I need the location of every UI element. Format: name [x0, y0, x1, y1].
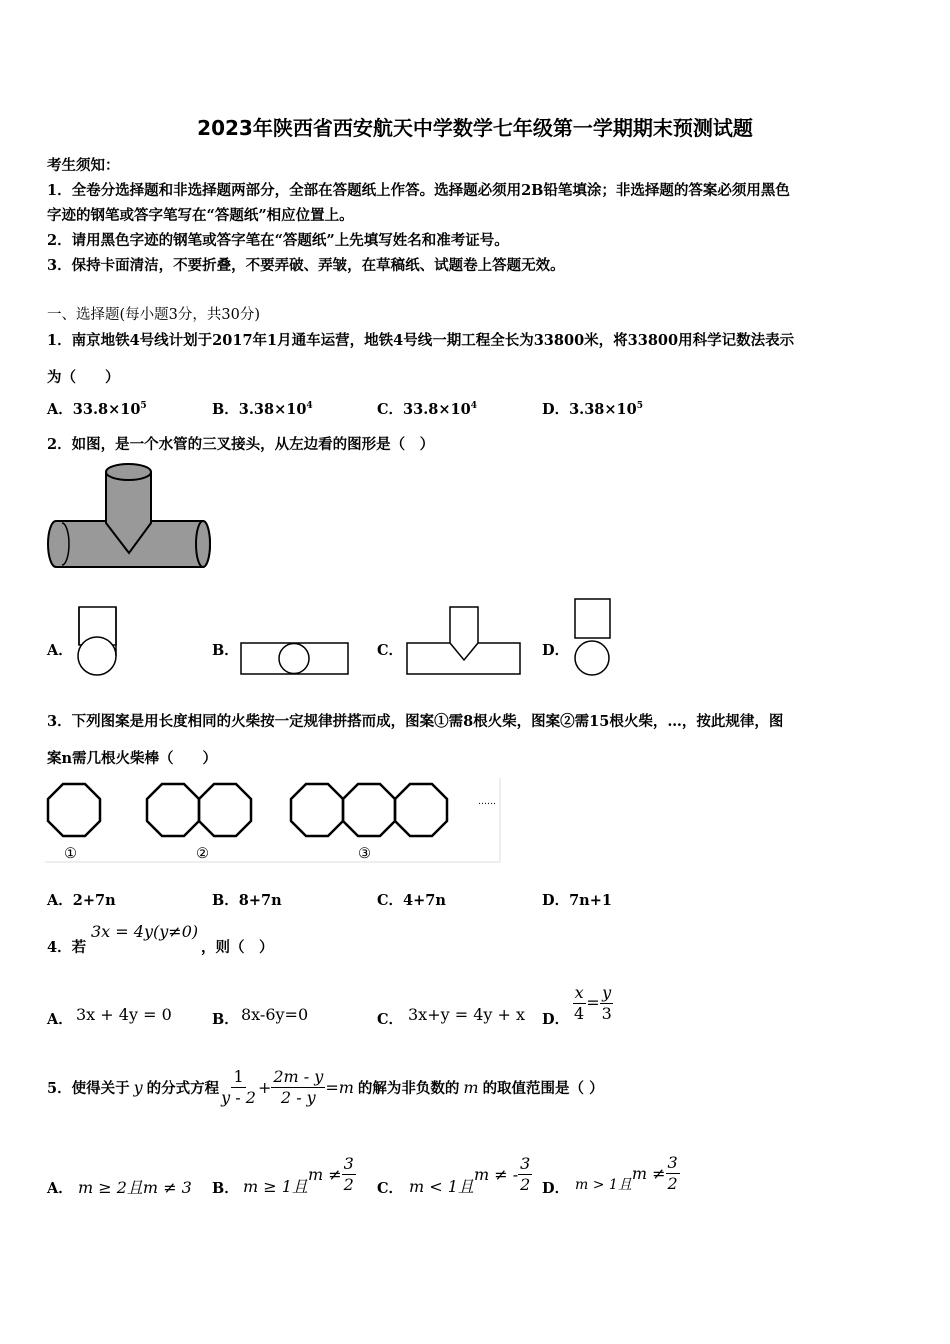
q5-option-c-label: C．: [377, 1180, 404, 1197]
q2-option-b-label: B．: [212, 642, 239, 659]
q4-option-a-expr: 3x + 4y = 0: [76, 1005, 172, 1024]
notice-heading: 考生须知：: [47, 157, 120, 174]
q2-option-d-label: D．: [542, 642, 570, 659]
q5-option-b-expr: m ≥ 1且 m ≠ $\frac{3}{2}$: [243, 1154, 354, 1196]
notice-line-1a: 1．全卷分选择题和非选择题两部分，全部在答题纸上作答。选择题必须用2B铅笔填涂；非选择题的答案必须用黑色: [47, 182, 790, 199]
q4-condition: 3x = 4y(y≠0): [91, 922, 199, 941]
q4-option-c-expr: 3x+y = 4y + x: [408, 1005, 526, 1024]
q5-option-b-label: B．: [212, 1180, 239, 1197]
q4-option-b-expr: 8x-6y=0: [241, 1005, 309, 1024]
q3-option-b: B．8+7n: [212, 892, 282, 909]
q2-text: 2．如图，是一个水管的三叉接头，从左边看的图形是（ ）: [47, 436, 435, 453]
fraction: $\frac{1}{y - 2}$: [221, 1067, 256, 1107]
q4-prefix: 4．若: [47, 939, 87, 956]
q4-option-d-expr: $\frac{x}{4}$ = $\frac{y}{3}$: [574, 983, 612, 1023]
q4-option-c-label: C．: [377, 1011, 404, 1028]
q4-option-b-label: B．: [212, 1011, 239, 1028]
q3-option-d: D．7n+1: [542, 892, 612, 909]
page-title: 2023年陕西省西安航天中学数学七年级第一学期期末预测试题: [197, 116, 753, 140]
fraction: $\frac{3}{2}$: [667, 1152, 678, 1193]
q1-text-line1: 1．南京地铁4号线计划于2017年1月通车运营，地铁4号线一期工程全长为33800米，将33800用科学记数法表示: [47, 332, 795, 349]
q3-text-line1: 3．下列图案是用长度相同的火柴按一定规律拼搭而成，图案①需8根火柴，图案②需15根火柴，…，按此规律，图: [47, 713, 784, 730]
section-heading: 一、选择题(每小题3分，共30分): [47, 307, 260, 323]
q3-option-a: A．2+7n: [47, 892, 116, 909]
q4-suffix: ，则（ ）: [201, 939, 274, 956]
notice-line-3: 3．保持卡面清洁，不要折叠，不要弄破、弄皱，在草稿纸、试题卷上答题无效。: [47, 257, 565, 274]
notice-line-2: 2．请用黑色字迹的钢笔或答字笔在“答题纸”上先填写姓名和准考证号。: [47, 232, 509, 249]
q2-option-c-label: C．: [377, 642, 404, 659]
q5-option-c-expr: m < 1且 m ≠ - $\frac{3}{2}$: [409, 1154, 531, 1196]
q1-option-d: D．$3.38\times 10^5$: [542, 401, 643, 418]
q1-option-b: B．$3.38\times 10^4$: [212, 401, 313, 418]
q3-option-c: C．4+7n: [377, 892, 446, 909]
fraction: $\frac{3}{2}$: [343, 1154, 354, 1194]
pattern-3-label: ③: [358, 846, 371, 862]
q4-option-d-label: D．: [542, 1011, 570, 1028]
q5-option-d-expr: m > 1且 m ≠ $\frac{3}{2}$: [575, 1152, 678, 1193]
pattern-2-label: ②: [196, 846, 209, 862]
q5-text: 5．使得关于 y 的分式方程 $\frac{1}{y - 2}$ + $\frac{2m - y}{2 - y}$ =m 的解为非负数的 m 的取值范围是（ ）: [47, 1067, 604, 1107]
q1-option-a: A．$33.8\times 10^5$: [47, 401, 147, 418]
fraction: $\frac{x}{4}$: [574, 983, 585, 1023]
q1-option-c: C．$33.8\times 10^4$: [377, 401, 477, 418]
fraction: $\frac{2m - y}{2 - y}$: [273, 1067, 324, 1107]
fraction: $\frac{3}{2}$: [520, 1154, 531, 1194]
q4-option-a-label: A．: [47, 1011, 73, 1028]
q1-text-line2: 为（ ）: [47, 369, 120, 386]
q3-text-line2: 案n需几根火柴棒（ ）: [47, 750, 218, 767]
q5-option-a-expr: m ≥ 2且m ≠ 3: [78, 1178, 192, 1197]
notice-line-1b: 字迹的钢笔或答字笔写在“答题纸”相应位置上。: [47, 207, 354, 224]
pattern-1-label: ①: [64, 846, 77, 862]
q5-option-a-label: A．: [47, 1180, 73, 1197]
q5-option-d-label: D．: [542, 1180, 570, 1197]
fraction: $\frac{y}{3}$: [601, 983, 612, 1023]
q2-option-a-label: A．: [47, 642, 73, 659]
pattern-ellipsis: ……: [478, 797, 496, 807]
